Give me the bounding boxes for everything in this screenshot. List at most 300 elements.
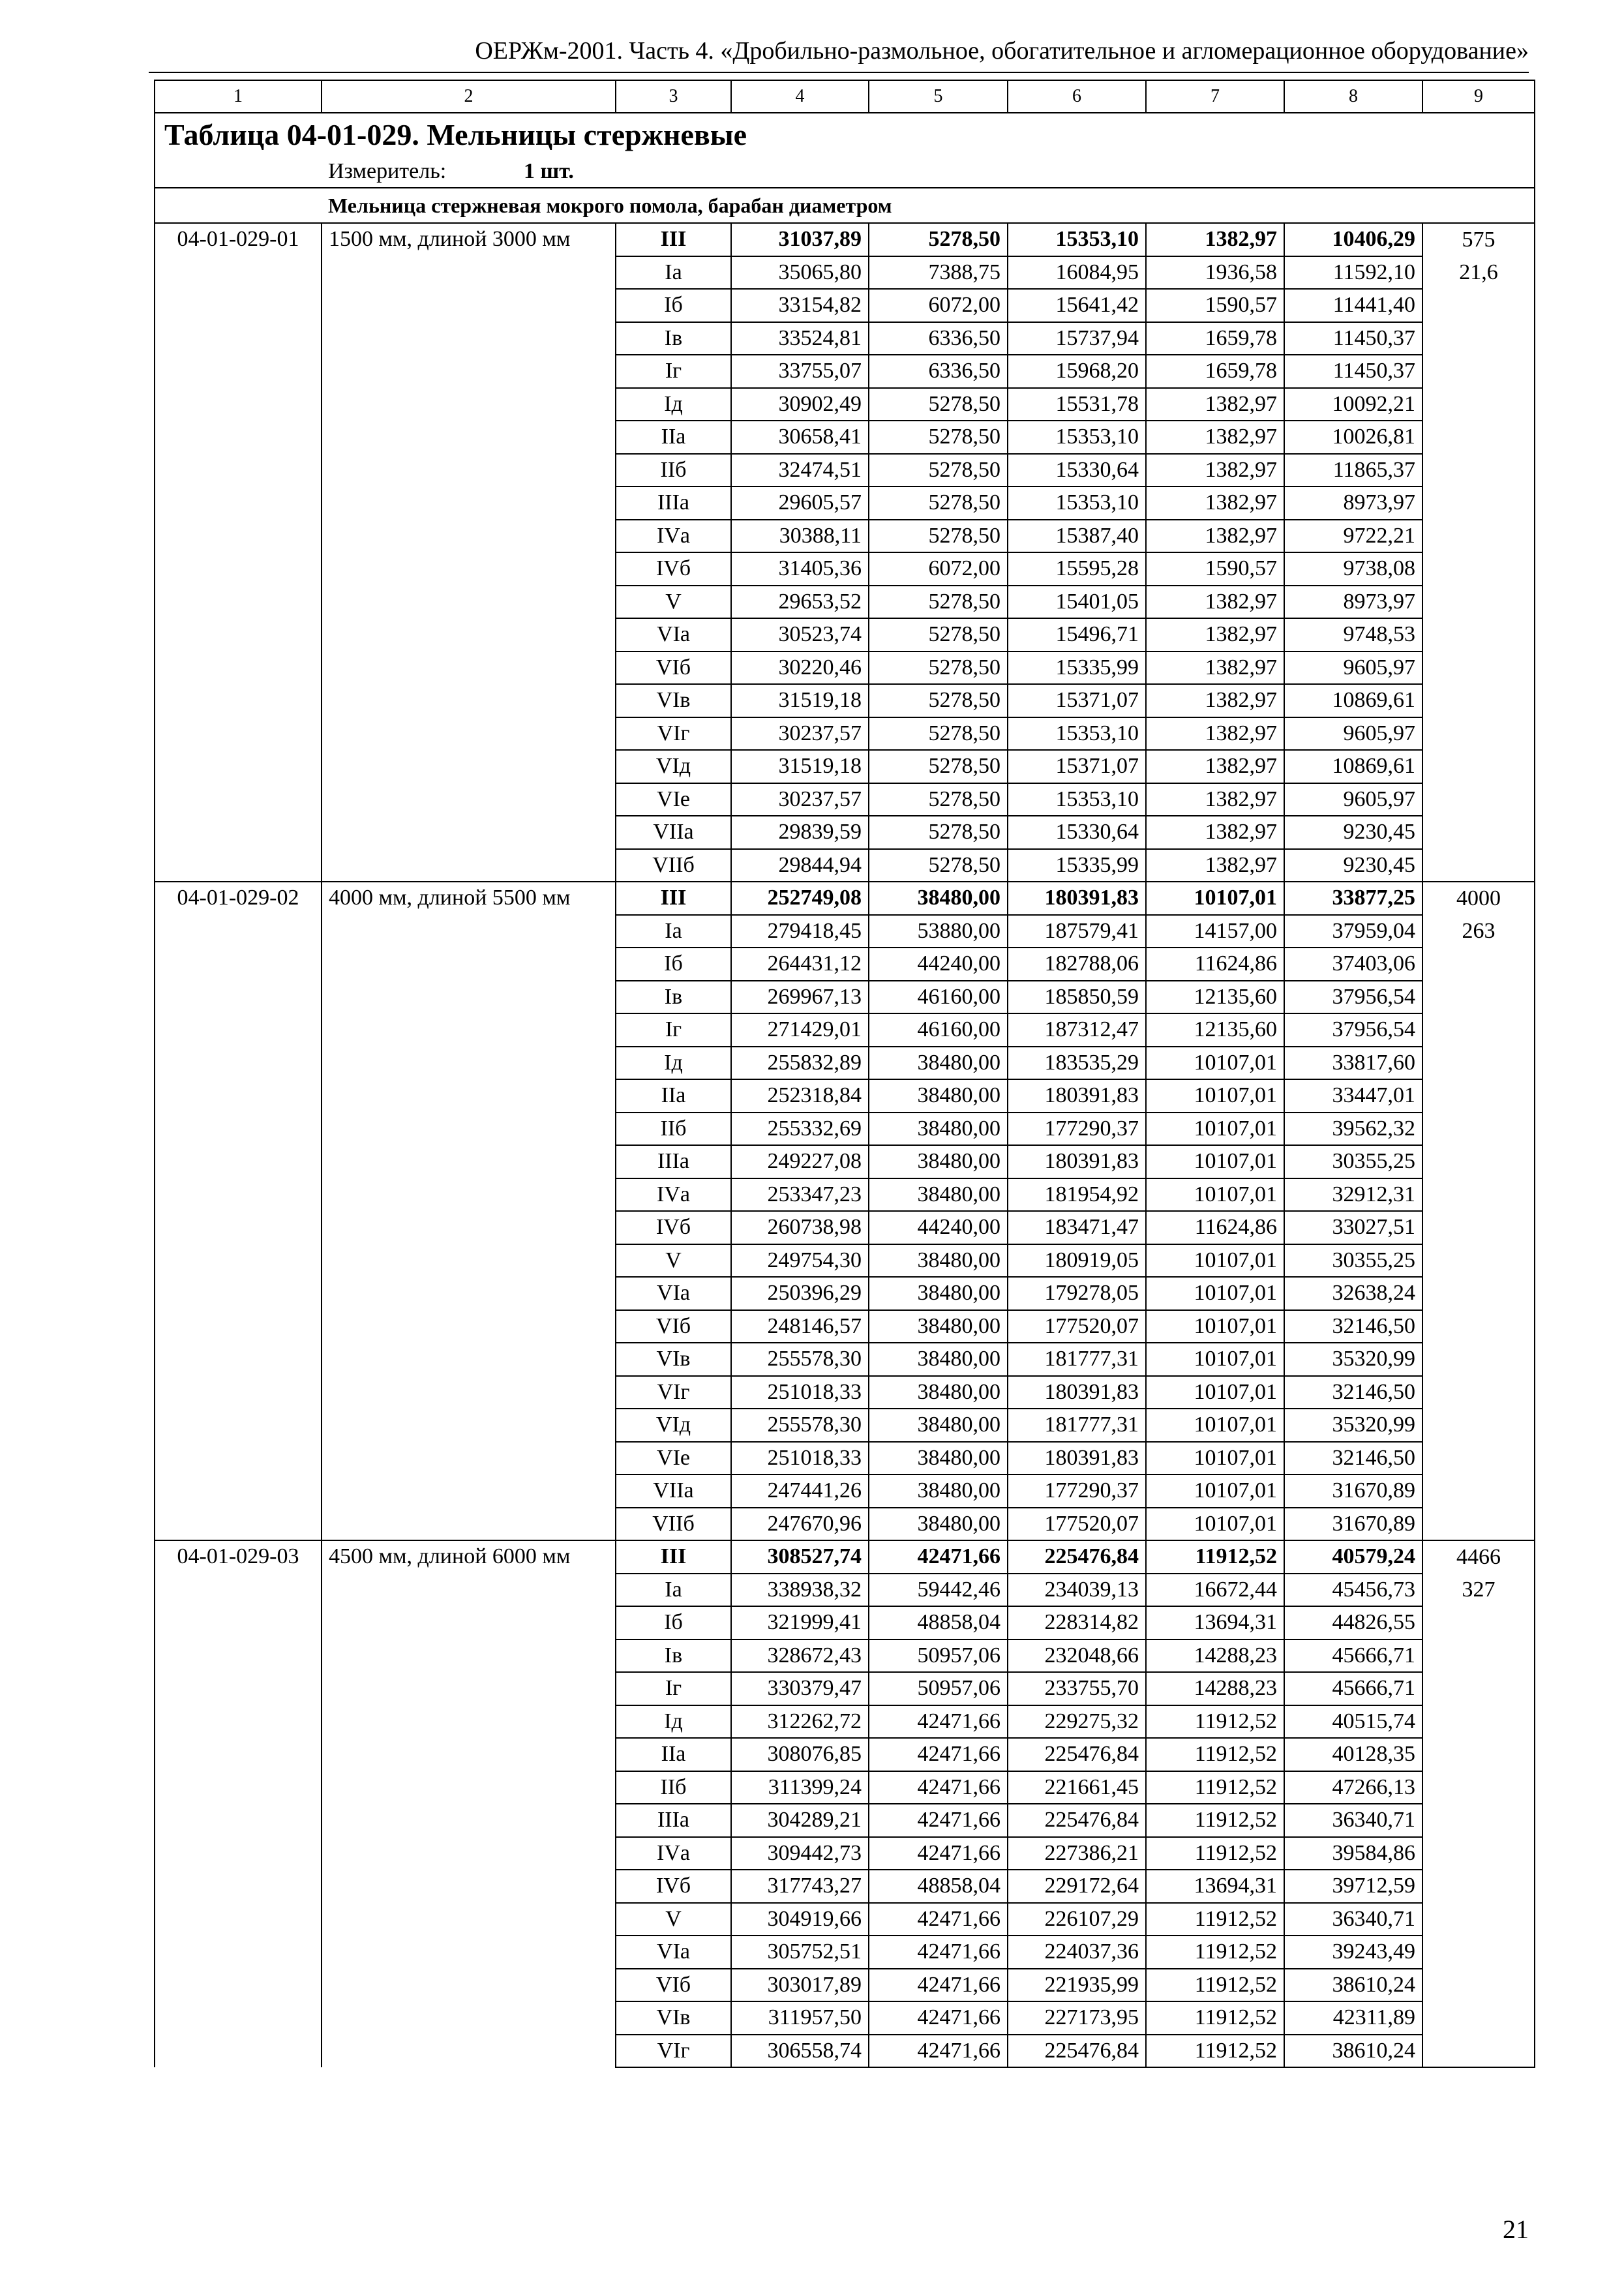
mass-cell [1422, 1936, 1535, 1969]
value-cell: 35320,99 [1284, 1409, 1422, 1442]
value-cell: 225476,84 [1008, 1804, 1146, 1837]
value-cell: 15335,99 [1008, 651, 1146, 685]
row-code: 04-01-029-01 [155, 223, 322, 882]
value-cell: 182788,06 [1008, 948, 1146, 981]
mass-cell [1422, 520, 1535, 553]
value-cell: 225476,84 [1008, 2035, 1146, 2068]
mass-cell [1422, 1606, 1535, 1639]
value-cell: 181954,92 [1008, 1178, 1146, 1212]
value-cell: 31519,18 [731, 684, 869, 717]
value-cell: 5278,50 [869, 750, 1008, 783]
value-cell: 11912,52 [1146, 1771, 1284, 1804]
mass-cell [1422, 1508, 1535, 1541]
region-cell: IIIа [616, 1145, 731, 1178]
value-cell: 42471,66 [869, 1903, 1008, 1936]
mass-cell [1422, 289, 1535, 322]
value-cell: 11912,52 [1146, 2035, 1284, 2068]
value-cell: 11912,52 [1146, 1540, 1284, 1574]
value-cell: 11450,37 [1284, 355, 1422, 388]
mass-cell [1422, 783, 1535, 816]
value-cell: 15968,20 [1008, 355, 1146, 388]
value-cell: 221935,99 [1008, 1969, 1146, 2002]
section-row [155, 188, 1535, 223]
value-cell: 42471,66 [869, 1969, 1008, 2002]
mass-cell [1422, 717, 1535, 751]
value-cell: 32912,31 [1284, 1178, 1422, 1212]
value-cell: 30523,74 [731, 618, 869, 651]
value-cell: 271429,01 [731, 1013, 869, 1047]
value-cell: 10869,61 [1284, 684, 1422, 717]
column-number: 6 [1008, 80, 1146, 113]
mass-cell [1422, 1639, 1535, 1673]
value-cell: 247670,96 [731, 1508, 869, 1541]
value-cell: 38480,00 [869, 882, 1008, 915]
value-cell: 5278,50 [869, 454, 1008, 487]
value-cell: 5278,50 [869, 717, 1008, 751]
region-cell: VIIа [616, 816, 731, 849]
region-cell: VIг [616, 1376, 731, 1409]
mass-cell [1422, 355, 1535, 388]
value-cell: 312262,72 [731, 1705, 869, 1739]
value-cell: 15737,94 [1008, 322, 1146, 355]
value-cell: 1659,78 [1146, 322, 1284, 355]
value-cell: 180391,83 [1008, 1079, 1146, 1113]
column-number: 5 [869, 80, 1008, 113]
value-cell: 5278,50 [869, 651, 1008, 685]
value-cell: 248146,57 [731, 1310, 869, 1343]
value-cell: 1936,58 [1146, 256, 1284, 290]
mass-cell [1422, 1113, 1535, 1146]
value-cell: 10107,01 [1146, 1474, 1284, 1508]
value-cell: 42471,66 [869, 1738, 1008, 1771]
mass-cell [1422, 750, 1535, 783]
page-number: 21 [1503, 2215, 1529, 2244]
value-cell: 304919,66 [731, 1903, 869, 1936]
value-cell: 321999,41 [731, 1606, 869, 1639]
column-number: 9 [1422, 80, 1535, 113]
value-cell: 306558,74 [731, 2035, 869, 2068]
column-number: 8 [1284, 80, 1422, 113]
region-cell: VIIб [616, 1508, 731, 1541]
value-cell: 11912,52 [1146, 2001, 1284, 2035]
mass-cell: 4000 [1422, 882, 1535, 915]
value-cell: 10107,01 [1146, 1079, 1284, 1113]
value-cell: 33524,81 [731, 322, 869, 355]
region-cell: IVа [616, 520, 731, 553]
value-cell: 260738,98 [731, 1211, 869, 1244]
row-code: 04-01-029-02 [155, 882, 322, 1540]
value-cell: 38480,00 [869, 1343, 1008, 1376]
value-cell: 14157,00 [1146, 915, 1284, 948]
value-cell: 12135,60 [1146, 981, 1284, 1014]
value-cell: 1382,97 [1146, 849, 1284, 882]
running-header: ОЕРЖм-2001. Часть 4. «Дробильно-размольное, обогатительное и агломерационное оборудование» [475, 37, 1529, 65]
table-row [155, 1540, 1535, 1574]
value-cell: 29653,52 [731, 586, 869, 619]
value-cell: 9748,53 [1284, 618, 1422, 651]
value-cell: 15387,40 [1008, 520, 1146, 553]
value-cell: 311399,24 [731, 1771, 869, 1804]
value-cell: 42471,66 [869, 1837, 1008, 1870]
value-cell: 15330,64 [1008, 454, 1146, 487]
value-cell: 38480,00 [869, 1376, 1008, 1409]
header-rule [149, 72, 1529, 73]
region-cell: III [616, 223, 731, 256]
value-cell: 33447,01 [1284, 1079, 1422, 1113]
value-cell: 37959,04 [1284, 915, 1422, 948]
value-cell: 38610,24 [1284, 2035, 1422, 2068]
value-cell: 180919,05 [1008, 1244, 1146, 1278]
value-cell: 1590,57 [1146, 552, 1284, 586]
region-cell: VIб [616, 651, 731, 685]
value-cell: 232048,66 [1008, 1639, 1146, 1673]
value-cell: 255832,89 [731, 1047, 869, 1080]
value-cell: 255578,30 [731, 1343, 869, 1376]
mass-cell [1422, 322, 1535, 355]
value-cell: 16084,95 [1008, 256, 1146, 290]
value-cell: 1382,97 [1146, 651, 1284, 685]
value-cell: 44826,55 [1284, 1606, 1422, 1639]
value-cell: 38480,00 [869, 1079, 1008, 1113]
value-cell: 30237,57 [731, 717, 869, 751]
value-cell: 10107,01 [1146, 1244, 1284, 1278]
column-number: 4 [731, 80, 869, 113]
value-cell: 38480,00 [869, 1145, 1008, 1178]
value-cell: 35320,99 [1284, 1343, 1422, 1376]
value-cell: 177290,37 [1008, 1474, 1146, 1508]
value-cell: 5278,50 [869, 520, 1008, 553]
value-cell: 15353,10 [1008, 783, 1146, 816]
value-cell: 9605,97 [1284, 717, 1422, 751]
value-cell: 11450,37 [1284, 322, 1422, 355]
value-cell: 10107,01 [1146, 1409, 1284, 1442]
value-cell: 251018,33 [731, 1442, 869, 1475]
value-cell: 29839,59 [731, 816, 869, 849]
mass-cell [1422, 1804, 1535, 1837]
value-cell: 1382,97 [1146, 750, 1284, 783]
value-cell: 40515,74 [1284, 1705, 1422, 1739]
region-cell: VIа [616, 1277, 731, 1310]
table-body [155, 80, 1535, 2067]
value-cell: 30237,57 [731, 783, 869, 816]
region-cell: Iб [616, 1606, 731, 1639]
value-cell: 221661,45 [1008, 1771, 1146, 1804]
mass-cell [1422, 1969, 1535, 2002]
value-cell: 33817,60 [1284, 1047, 1422, 1080]
mass-cell [1422, 586, 1535, 619]
value-cell: 10107,01 [1146, 1310, 1284, 1343]
value-cell: 14288,23 [1146, 1672, 1284, 1705]
region-cell: Iа [616, 915, 731, 948]
value-cell: 13694,31 [1146, 1606, 1284, 1639]
mass-cell [1422, 816, 1535, 849]
value-cell: 1382,97 [1146, 684, 1284, 717]
region-cell: IIа [616, 1738, 731, 1771]
region-cell: VIа [616, 1936, 731, 1969]
mass-cell [1422, 454, 1535, 487]
column-number-row [155, 80, 1535, 113]
value-cell: 39712,59 [1284, 1870, 1422, 1903]
value-cell: 31519,18 [731, 750, 869, 783]
mass-cell [1422, 1837, 1535, 1870]
value-cell: 10107,01 [1146, 1343, 1284, 1376]
value-cell: 1382,97 [1146, 223, 1284, 256]
region-cell: Iд [616, 1047, 731, 1080]
value-cell: 47266,13 [1284, 1771, 1422, 1804]
value-cell: 10107,01 [1146, 1376, 1284, 1409]
value-cell: 39584,86 [1284, 1837, 1422, 1870]
value-cell: 37956,54 [1284, 981, 1422, 1014]
value-cell: 53880,00 [869, 915, 1008, 948]
value-cell: 255578,30 [731, 1409, 869, 1442]
region-cell: IVа [616, 1178, 731, 1212]
value-cell: 42471,66 [869, 1540, 1008, 1574]
value-cell: 42471,66 [869, 1936, 1008, 1969]
region-cell: VIд [616, 1409, 731, 1442]
value-cell: 38480,00 [869, 1113, 1008, 1146]
value-cell: 12135,60 [1146, 1013, 1284, 1047]
mass-cell [1422, 618, 1535, 651]
value-cell: 31670,89 [1284, 1474, 1422, 1508]
mass-cell: 575 [1422, 223, 1535, 256]
value-cell: 1382,97 [1146, 486, 1284, 520]
value-cell: 15401,05 [1008, 586, 1146, 619]
value-cell: 180391,83 [1008, 1376, 1146, 1409]
value-cell: 304289,21 [731, 1804, 869, 1837]
value-cell: 252318,84 [731, 1079, 869, 1113]
value-cell: 11865,37 [1284, 454, 1422, 487]
value-cell: 180391,83 [1008, 882, 1146, 915]
value-cell: 45666,71 [1284, 1672, 1422, 1705]
value-cell: 9722,21 [1284, 520, 1422, 553]
region-cell: IIIа [616, 486, 731, 520]
value-cell: 48858,04 [869, 1870, 1008, 1903]
region-cell: Iа [616, 1574, 731, 1607]
column-number: 2 [322, 80, 616, 113]
value-cell: 269967,13 [731, 981, 869, 1014]
value-cell: 10107,01 [1146, 1047, 1284, 1080]
region-cell: VIIа [616, 1474, 731, 1508]
value-cell: 29605,57 [731, 486, 869, 520]
region-cell: VIв [616, 1343, 731, 1376]
region-cell: IIб [616, 1113, 731, 1146]
value-cell: 255332,69 [731, 1113, 869, 1146]
value-cell: 33755,07 [731, 355, 869, 388]
region-cell: V [616, 586, 731, 619]
region-cell: VIб [616, 1310, 731, 1343]
mass-cell [1422, 1870, 1535, 1903]
value-cell: 37956,54 [1284, 1013, 1422, 1047]
value-cell: 227173,95 [1008, 2001, 1146, 2035]
value-cell: 308076,85 [731, 1738, 869, 1771]
mass-cell [1422, 1738, 1535, 1771]
value-cell: 39243,49 [1284, 1936, 1422, 1969]
value-cell: 32146,50 [1284, 1310, 1422, 1343]
value-cell: 6072,00 [869, 289, 1008, 322]
value-cell: 39562,32 [1284, 1113, 1422, 1146]
mass-cell [1422, 1277, 1535, 1310]
value-cell: 225476,84 [1008, 1540, 1146, 1574]
value-cell: 10406,29 [1284, 223, 1422, 256]
mass-cell [1422, 849, 1535, 882]
mass-cell [1422, 1178, 1535, 1212]
value-cell: 11441,40 [1284, 289, 1422, 322]
value-cell: 38480,00 [869, 1409, 1008, 1442]
region-cell: Iг [616, 355, 731, 388]
mass-cell [1422, 1211, 1535, 1244]
value-cell: 10107,01 [1146, 882, 1284, 915]
value-cell: 30388,11 [731, 520, 869, 553]
value-cell: 30220,46 [731, 651, 869, 685]
value-cell: 1382,97 [1146, 586, 1284, 619]
mass-cell [1422, 1079, 1535, 1113]
value-cell: 1382,97 [1146, 816, 1284, 849]
value-cell: 5278,50 [869, 816, 1008, 849]
value-cell: 30658,41 [731, 421, 869, 454]
value-cell: 328672,43 [731, 1639, 869, 1673]
value-cell: 14288,23 [1146, 1639, 1284, 1673]
value-cell: 33154,82 [731, 289, 869, 322]
region-cell: III [616, 1540, 731, 1574]
value-cell: 44240,00 [869, 1211, 1008, 1244]
value-cell: 15353,10 [1008, 223, 1146, 256]
value-cell: 32146,50 [1284, 1376, 1422, 1409]
value-cell: 308527,74 [731, 1540, 869, 1574]
value-cell: 11624,86 [1146, 1211, 1284, 1244]
value-cell: 247441,26 [731, 1474, 869, 1508]
value-cell: 30902,49 [731, 388, 869, 421]
value-cell: 229275,32 [1008, 1705, 1146, 1739]
value-cell: 38480,00 [869, 1310, 1008, 1343]
value-cell: 29844,94 [731, 849, 869, 882]
value-cell: 42471,66 [869, 1771, 1008, 1804]
value-cell: 1590,57 [1146, 289, 1284, 322]
unit-cell [322, 156, 1535, 188]
region-cell: VIд [616, 750, 731, 783]
value-cell: 10107,01 [1146, 1145, 1284, 1178]
value-cell: 11912,52 [1146, 1837, 1284, 1870]
value-cell: 5278,50 [869, 486, 1008, 520]
region-cell: Iб [616, 948, 731, 981]
value-cell: 6336,50 [869, 355, 1008, 388]
region-cell: IIа [616, 421, 731, 454]
value-cell: 31405,36 [731, 552, 869, 586]
section-title: Мельница стержневая мокрого помола, барабан диаметром [322, 188, 1535, 223]
value-cell: 37403,06 [1284, 948, 1422, 981]
mass-cell [1422, 1310, 1535, 1343]
value-cell: 45666,71 [1284, 1639, 1422, 1673]
value-cell: 35065,80 [731, 256, 869, 290]
value-cell: 317743,27 [731, 1870, 869, 1903]
value-cell: 44240,00 [869, 948, 1008, 981]
value-cell: 338938,32 [731, 1574, 869, 1607]
value-cell: 10107,01 [1146, 1508, 1284, 1541]
value-cell: 45456,73 [1284, 1574, 1422, 1607]
unit-label: Измеритель: [328, 159, 447, 183]
mass-cell [1422, 1474, 1535, 1508]
value-cell: 15496,71 [1008, 618, 1146, 651]
value-cell: 15531,78 [1008, 388, 1146, 421]
value-cell: 8973,97 [1284, 586, 1422, 619]
value-cell: 38610,24 [1284, 1969, 1422, 2002]
mass-cell [1422, 1376, 1535, 1409]
row-code: 04-01-029-03 [155, 1540, 322, 2067]
value-cell: 7388,75 [869, 256, 1008, 290]
unit-value: 1 шт. [524, 159, 574, 183]
value-cell: 252749,08 [731, 882, 869, 915]
region-cell: VIб [616, 1969, 731, 2002]
value-cell: 38480,00 [869, 1178, 1008, 1212]
price-table [154, 80, 1535, 2068]
value-cell: 33877,25 [1284, 882, 1422, 915]
value-cell: 229172,64 [1008, 1870, 1146, 1903]
region-cell: Iа [616, 256, 731, 290]
mass-cell: 21,6 [1422, 256, 1535, 290]
region-cell: Iг [616, 1672, 731, 1705]
value-cell: 9230,45 [1284, 816, 1422, 849]
value-cell: 30355,25 [1284, 1145, 1422, 1178]
mass-cell [1422, 1442, 1535, 1475]
value-cell: 330379,47 [731, 1672, 869, 1705]
value-cell: 311957,50 [731, 2001, 869, 2035]
value-cell: 1659,78 [1146, 355, 1284, 388]
region-cell: V [616, 1244, 731, 1278]
value-cell: 15335,99 [1008, 849, 1146, 882]
value-cell: 180391,83 [1008, 1145, 1146, 1178]
table-row [155, 882, 1535, 915]
value-cell: 50957,06 [869, 1639, 1008, 1673]
value-cell: 11912,52 [1146, 1936, 1284, 1969]
value-cell: 1382,97 [1146, 388, 1284, 421]
column-number: 7 [1146, 80, 1284, 113]
region-cell: VIIб [616, 849, 731, 882]
value-cell: 38480,00 [869, 1047, 1008, 1080]
value-cell: 264431,12 [731, 948, 869, 981]
value-cell: 187579,41 [1008, 915, 1146, 948]
value-cell: 38480,00 [869, 1277, 1008, 1310]
region-cell: VIг [616, 717, 731, 751]
value-cell: 15641,42 [1008, 289, 1146, 322]
value-cell: 16672,44 [1146, 1574, 1284, 1607]
value-cell: 181777,31 [1008, 1409, 1146, 1442]
value-cell: 5278,50 [869, 223, 1008, 256]
region-cell: IIа [616, 1079, 731, 1113]
value-cell: 250396,29 [731, 1277, 869, 1310]
value-cell: 10107,01 [1146, 1277, 1284, 1310]
value-cell: 183471,47 [1008, 1211, 1146, 1244]
value-cell: 177520,07 [1008, 1508, 1146, 1541]
region-cell: IVа [616, 1837, 731, 1870]
value-cell: 305752,51 [731, 1936, 869, 1969]
value-cell: 179278,05 [1008, 1277, 1146, 1310]
mass-cell: 4466 [1422, 1540, 1535, 1574]
region-cell: IVб [616, 552, 731, 586]
value-cell: 1382,97 [1146, 717, 1284, 751]
mass-cell [1422, 684, 1535, 717]
value-cell: 9230,45 [1284, 849, 1422, 882]
region-cell: VIв [616, 2001, 731, 2035]
value-cell: 15353,10 [1008, 717, 1146, 751]
region-cell: Iд [616, 388, 731, 421]
table-title-row [155, 113, 1535, 156]
value-cell: 11912,52 [1146, 1705, 1284, 1739]
table-title: Таблица 04-01-029. Мельницы стержневые [155, 113, 1535, 156]
value-cell: 42471,66 [869, 1804, 1008, 1837]
value-cell: 253347,23 [731, 1178, 869, 1212]
mass-cell [1422, 1013, 1535, 1047]
mass-cell [1422, 948, 1535, 981]
value-cell: 15371,07 [1008, 684, 1146, 717]
